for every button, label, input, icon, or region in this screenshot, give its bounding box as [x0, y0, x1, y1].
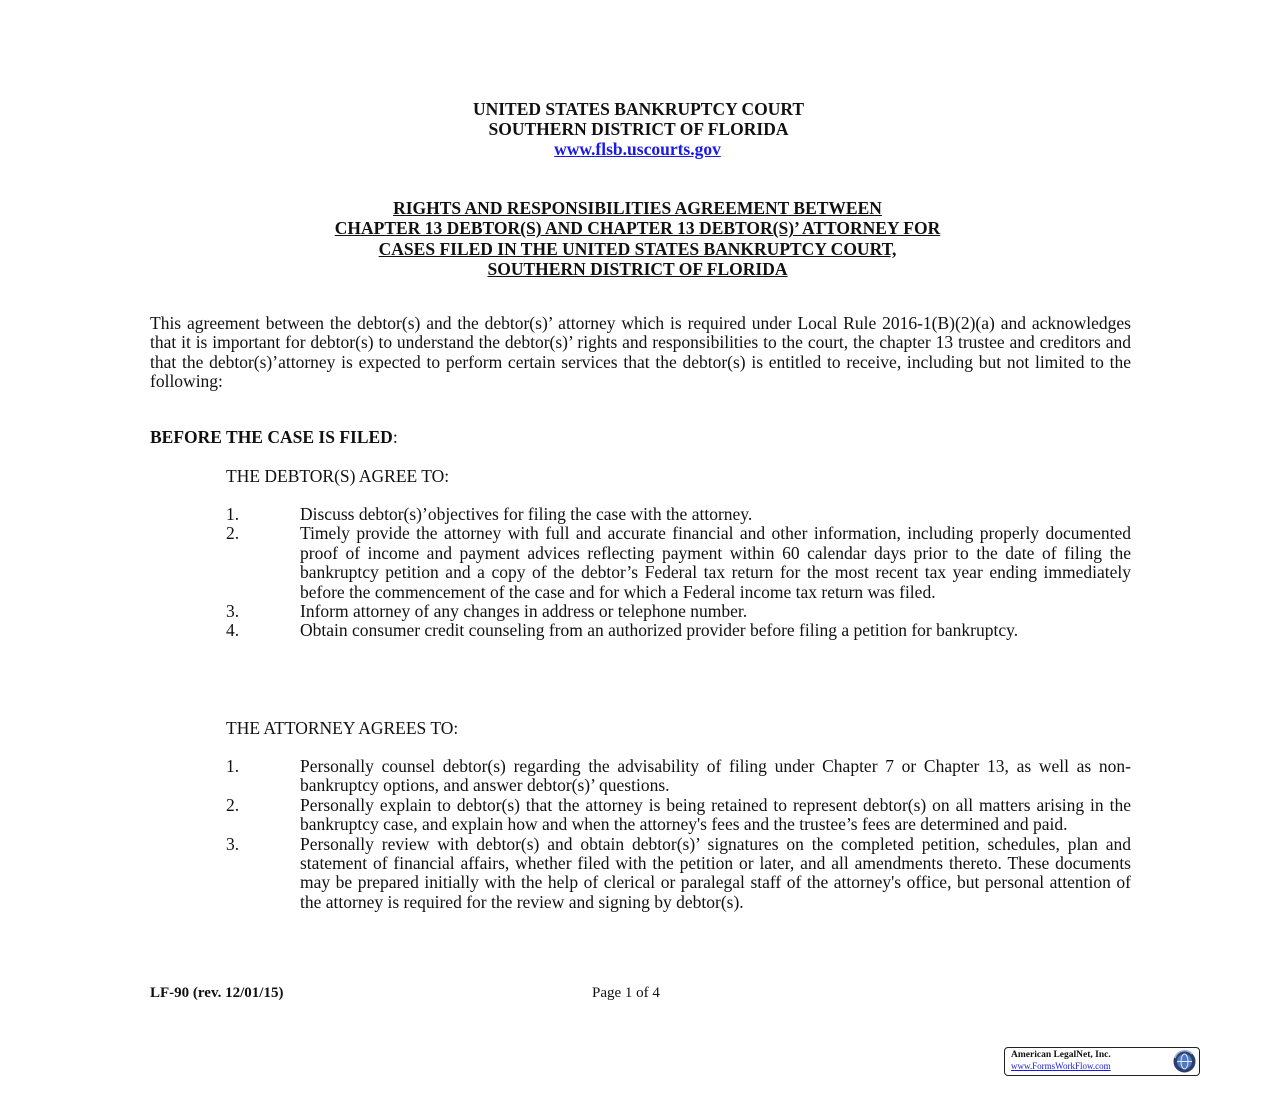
list-item — [226, 796, 1131, 835]
item-number: 2. — [226, 794, 240, 815]
court-website-link[interactable]: www.flsb.uscourts.gov — [554, 139, 721, 159]
list-item — [226, 835, 1131, 913]
item-text: Inform attorney of any changes in address or telephone number. — [300, 601, 748, 622]
court-district: SOUTHERN DISTRICT OF FLORIDA — [488, 118, 789, 139]
item-text: Discuss debtor(s)’objectives for filing the case with the attorney. — [300, 504, 753, 524]
list-item — [226, 757, 1131, 796]
title-line-3: CASES FILED IN THE UNITED STATES BANKRUPTCY COURT, — [378, 238, 897, 259]
title-line-1: RIGHTS AND RESPONSIBILITIES AGREEMENT BETWEEN — [393, 198, 882, 218]
list-item — [226, 602, 1131, 621]
title-line-2: CHAPTER 13 DEBTOR(S) AND CHAPTER 13 DEBTOR(S)’ ATTORNEY FOR — [334, 218, 941, 239]
item-number: 3. — [226, 601, 240, 622]
court-name: UNITED STATES BANKRUPTCY COURT — [472, 99, 805, 119]
title-line-4: SOUTHERN DISTRICT OF FLORIDA — [487, 258, 788, 279]
item-number: 4. — [226, 620, 240, 641]
form-revision: LF-90 (rev. 12/01/15) — [150, 985, 284, 1001]
section-heading-text: BEFORE THE CASE IS FILED — [150, 427, 393, 447]
item-text: Timely provide the attorney with full and accurate financial and other information, including properly documented proof of income and payment advices reflecting payment within 60 calendar days prior to the date of filing the bankruptcy petition and a copy of the debtor’s Federal tax return for the most recent tax year ending immediately before the commencement of the case and for which a Federal income tax return was filed. — [300, 523, 1131, 602]
page-number: Page 1 of 4 — [592, 985, 660, 1001]
item-text: Personally explain to debtor(s) that the attorney is being retained to represent debtor(s) on all matters arising in the bankruptcy case, and explain how and when the attorney's fees and the trustee’s fees are determined and paid. — [300, 794, 1131, 835]
item-number: 1. — [226, 756, 240, 776]
list-item — [226, 621, 1131, 640]
attorney-agrees-heading: THE ATTORNEY AGREES TO: — [226, 718, 459, 738]
section-heading — [150, 427, 398, 447]
debtor-agrees-heading: THE DEBTOR(S) AGREE TO: — [226, 466, 450, 486]
badge-website-link[interactable]: www.FormsWorkFlow.com — [1011, 1061, 1111, 1071]
legalnet-badge[interactable] — [1004, 1047, 1200, 1076]
court-header — [0, 100, 1275, 160]
globe-logo-icon — [1172, 1049, 1197, 1074]
section-heading-colon: : — [392, 427, 398, 447]
debtor-agrees-list — [226, 505, 1131, 641]
list-item — [226, 524, 1131, 602]
list-item — [226, 505, 1131, 524]
item-text: Personally counsel debtor(s) regarding the advisability of filing under Chapter 7 or Chapter 13, as well as non-bankruptcy options, and answer debtor(s)’ questions. — [300, 756, 1131, 796]
item-number: 2. — [226, 523, 240, 544]
item-number: 1. — [226, 504, 240, 524]
document-title — [0, 198, 1275, 279]
item-number: 3. — [226, 833, 240, 854]
attorney-agrees-list — [226, 757, 1131, 912]
item-text: Personally review with debtor(s) and obtain debtor(s)’ signatures on the completed petition, schedules, plan and statement of financial affairs, whether filed with the petition or later, and all amendments thereto. These documents may be prepared initially with the help of clerical or paralegal staff of the attorney's office, but personal attention of the attorney is required for the review and signing by debtor(s). — [300, 833, 1131, 912]
badge-company-name: American LegalNet, Inc. — [1011, 1050, 1111, 1060]
intro-paragraph: This agreement between the debtor(s) and the debtor(s)’ attorney which is required under Local Rule 2016-1(B)(2)(a) and acknowledges that it is important for debtor(s) to understand the debtor(s)’ rights and responsibilities to the court, the chapter 13 trustee and creditors and that the debtor(s)’attorney is expected to perform certain services that the debtor(s) is entitled to receive, including but not limited to the following: — [150, 313, 1131, 392]
item-text: Obtain consumer credit counseling from an authorized provider before filing a petition for bankruptcy. — [300, 620, 1019, 641]
